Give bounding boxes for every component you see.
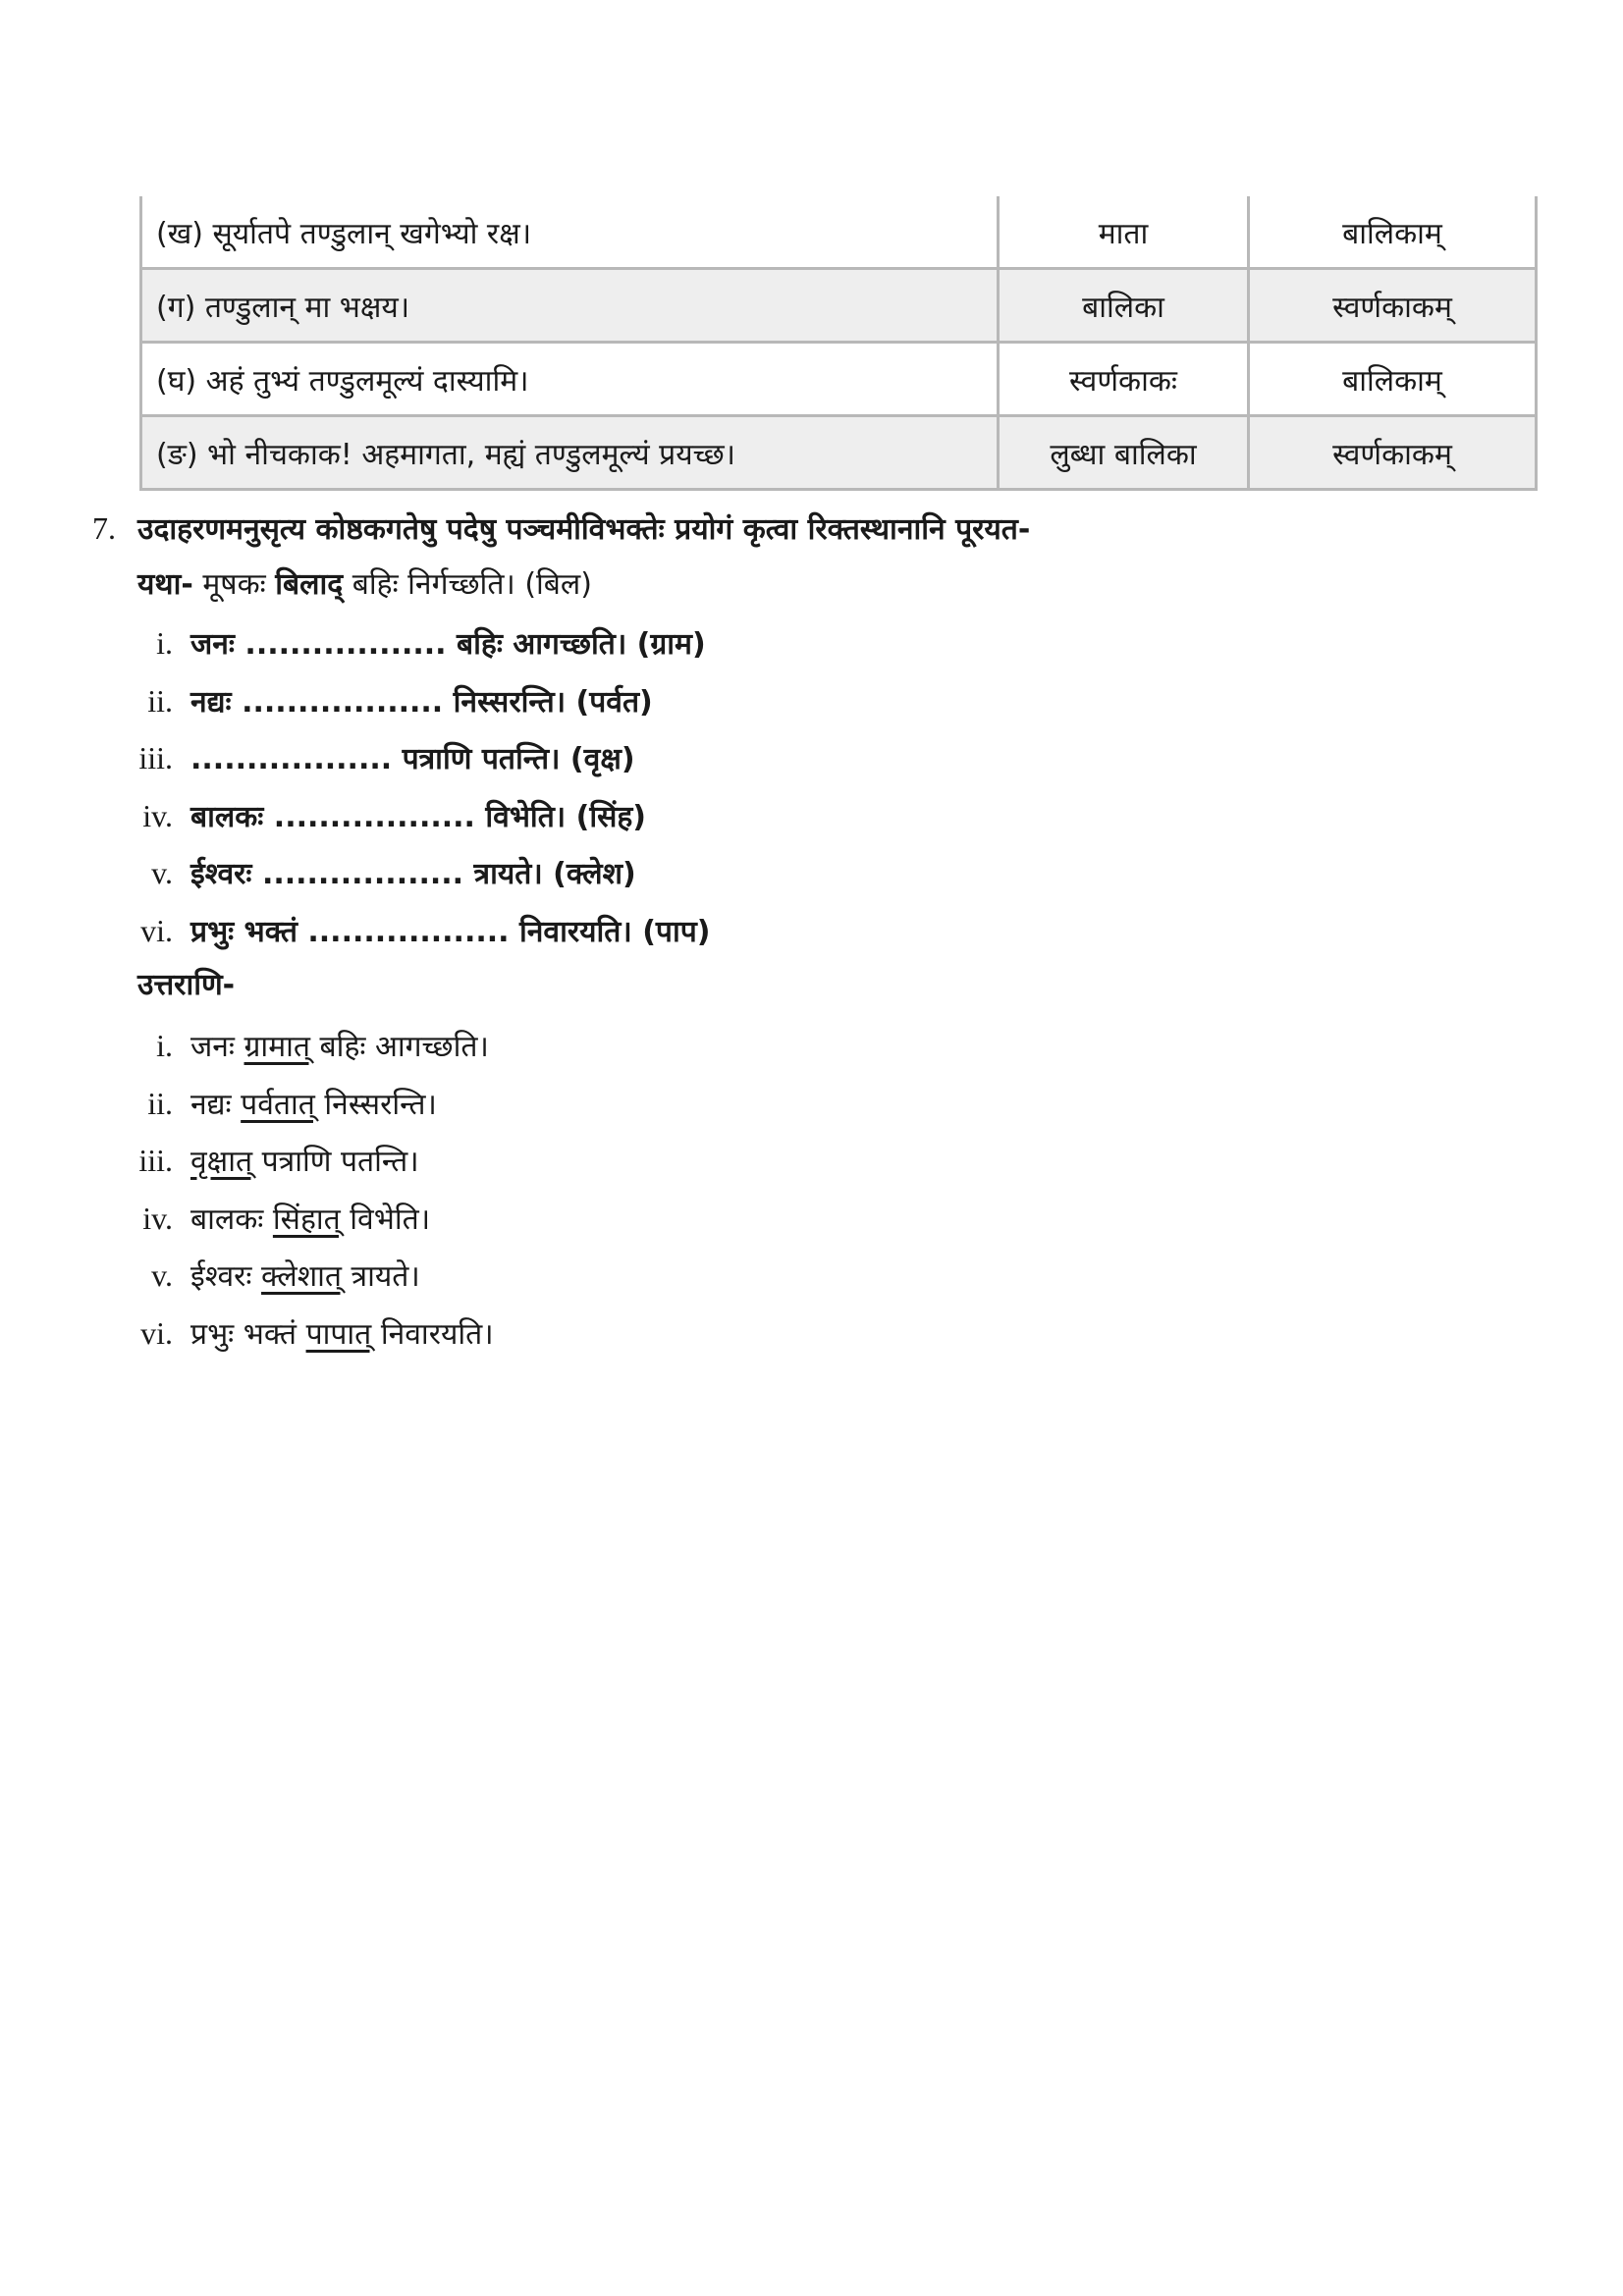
item-number: vi. — [140, 912, 173, 948]
table-cell-speaker: स्वर्णकाकः — [999, 343, 1249, 416]
table-cell-sentence: (घ) अहं तुभ्यं तण्डुलमूल्यं दास्यामि। — [141, 343, 999, 416]
item-blank: .................. — [244, 627, 447, 662]
example-label: यथा- — [137, 567, 193, 602]
list-item — [118, 614, 710, 672]
item-number: ii. — [147, 682, 173, 719]
list-item — [118, 844, 710, 902]
answer-after: निस्सरन्ति। — [314, 1087, 437, 1122]
table-cell-speaker: माता — [999, 196, 1249, 269]
item-before: ईश्वरः — [190, 857, 262, 891]
item-after: निस्सरन्ति। (पर्वत) — [443, 684, 653, 720]
answer-number: ii. — [147, 1085, 173, 1121]
item-blank: .................. — [273, 799, 475, 834]
list-item — [118, 1017, 494, 1075]
question-heading — [92, 505, 1030, 554]
answer-number: vi. — [140, 1314, 173, 1351]
list-item — [118, 672, 710, 730]
answer-word: क्लेशात् — [261, 1259, 342, 1294]
table-cell-sentence: (ख) सूर्यातपे तण्डुलान् खगेभ्यो रक्ष। — [141, 196, 999, 269]
item-after: त्रायते। (क्लेश) — [463, 857, 636, 891]
answer-after: बहिः आगच्छति। — [310, 1030, 489, 1064]
answer-before: नद्यः — [190, 1087, 242, 1122]
answer-number: iii. — [138, 1143, 173, 1178]
table-cell-sentence: (ग) तण्डुलान् मा भक्षय। — [141, 269, 999, 343]
table-cell-sentence: (ङ) भो नीचकाक! अहमागता, मह्यं तण्डुलमूल्यं प्रयच्छ। — [141, 416, 999, 490]
question-number: 7. — [92, 510, 116, 546]
table-row — [141, 343, 1537, 416]
answer-word: ग्रामात् — [243, 1030, 311, 1064]
item-blank: .................. — [307, 914, 510, 949]
table-row — [141, 196, 1537, 269]
answer-word: वृक्षात् — [190, 1145, 253, 1179]
item-after: निवारयति। (पाप) — [509, 914, 711, 949]
answers-heading: उत्तराणि- — [137, 968, 236, 1002]
item-blank: .................. — [261, 857, 464, 891]
example-answer: बिलाद् — [275, 567, 344, 602]
item-after: विभेति। (सिंह) — [474, 799, 647, 834]
item-blank: .................. — [190, 742, 393, 776]
answer-after: विभेति। — [340, 1201, 431, 1237]
item-after: बहिः आगच्छति। (ग्राम) — [446, 627, 706, 662]
list-item — [118, 1247, 494, 1305]
example-line — [137, 561, 592, 609]
item-blank: .................. — [242, 684, 444, 720]
list-item — [118, 729, 710, 787]
blank-items-list — [118, 614, 710, 959]
item-number: i. — [156, 625, 173, 661]
item-number: iv. — [142, 797, 173, 833]
answer-number: i. — [156, 1028, 173, 1063]
example-after: बहिः निर्गच्छति। (बिल) — [343, 567, 592, 602]
table-row — [141, 416, 1537, 490]
item-before: जनः — [190, 627, 245, 662]
question-text: उदाहरणमनुसृत्य कोष्ठकगतेषु पदेषु पञ्चमीविभक्तेः प्रयोगं कृत्वा रिक्तस्थानानि पूरयत- — [137, 512, 1031, 547]
answer-number: iv. — [142, 1200, 173, 1236]
item-number: iii. — [138, 740, 173, 775]
list-item — [118, 1075, 494, 1133]
item-number: v. — [151, 855, 173, 890]
answer-after: निवारयति। — [371, 1316, 494, 1352]
example-before: मूषकः — [192, 567, 276, 602]
table-cell-listener: स्वर्णकाकम् — [1249, 416, 1537, 490]
answer-before: जनः — [190, 1030, 244, 1064]
list-item — [118, 787, 710, 845]
answers-list — [118, 1017, 494, 1362]
table-cell-speaker: लुब्धा बालिका — [999, 416, 1249, 490]
answer-before: प्रभुः भक्तं — [190, 1316, 306, 1352]
item-before: प्रभुः भक्तं — [190, 914, 308, 949]
answer-before: बालकः — [190, 1201, 273, 1237]
table-cell-speaker: बालिका — [999, 269, 1249, 343]
table-cell-listener: बालिकाम् — [1249, 343, 1537, 416]
list-item — [118, 1190, 494, 1248]
list-item — [118, 1305, 494, 1362]
answer-after: त्रायते। — [342, 1259, 420, 1294]
answer-word: पर्वतात् — [241, 1087, 315, 1122]
speaker-listener-table — [139, 196, 1538, 491]
answer-before: ईश्वरः — [190, 1259, 262, 1294]
answer-word: पापात् — [305, 1316, 372, 1352]
table-cell-listener: स्वर्णकाकम् — [1249, 269, 1537, 343]
answer-number: v. — [151, 1257, 173, 1293]
answer-word: सिंहात् — [272, 1201, 341, 1237]
table-row — [141, 269, 1537, 343]
list-item — [118, 902, 710, 960]
list-item — [118, 1132, 494, 1190]
answer-after: पत्राणि पतन्ति। — [252, 1145, 419, 1179]
table-cell-listener: बालिकाम् — [1249, 196, 1537, 269]
item-after: पत्राणि पतन्ति। (वृक्ष) — [392, 742, 635, 776]
item-before: नद्यः — [190, 684, 243, 720]
item-before: बालकः — [190, 799, 274, 834]
